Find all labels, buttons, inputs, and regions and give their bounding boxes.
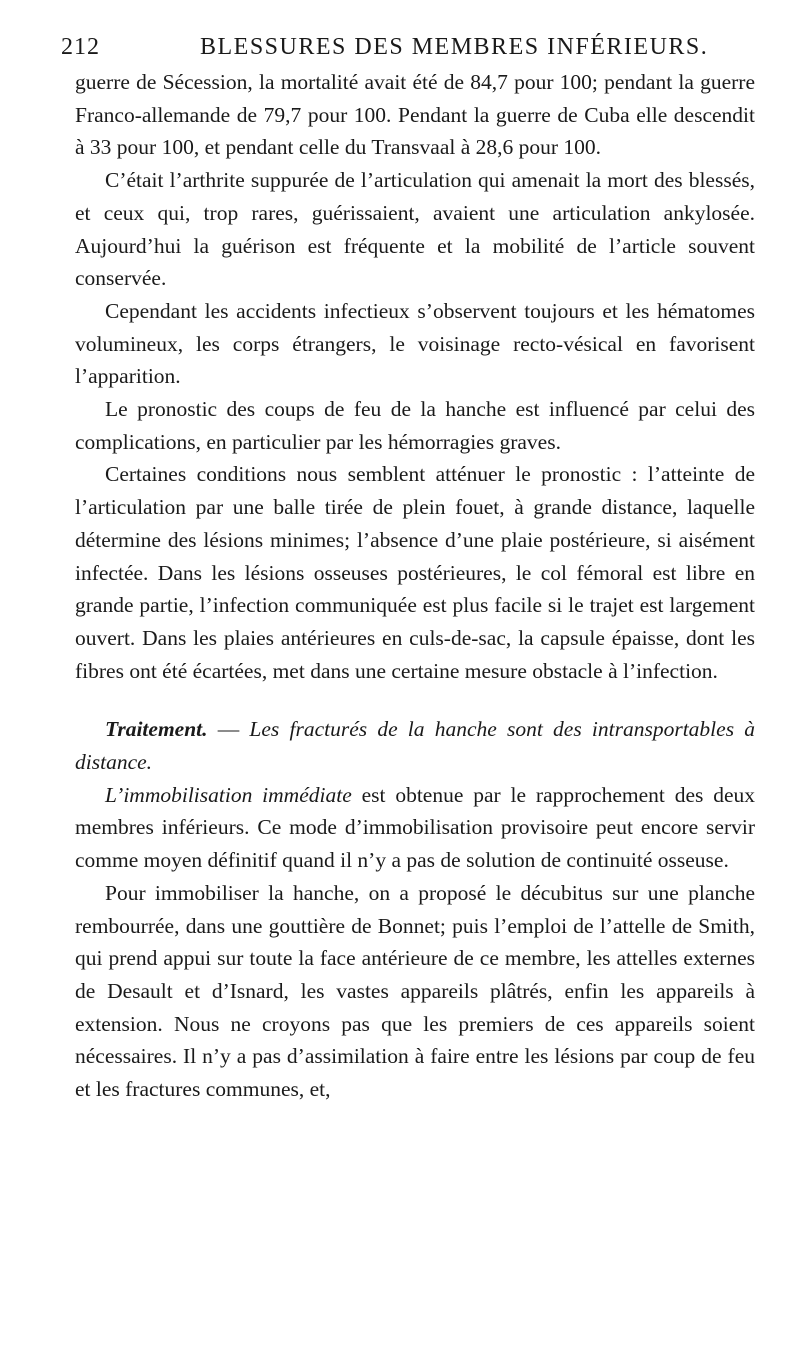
immobilisation-text: est obtenue par le rapprochement des deux membres inférieurs. Ce mode d’immobilisation provisoire peut encore servir comme moyen définitif quand il n’y a pas de solution de continuité osseuse. — [75, 782, 755, 873]
paragraph-immobilisation — [75, 779, 755, 877]
paragraph-arthritis: C’était l’arthrite suppurée de l’articulation qui amenait la mort des blessés, et ceux qui, trop rares, guérissaient, avaient une articulation ankylosée. Aujourd’hui la guérison est fréquente et la mobilité de l’article souvent conservée. — [75, 168, 755, 291]
treatment-heading-line — [75, 713, 755, 778]
running-head-title: BLESSURES DES MEMBRES INFÉRIEURS. — [200, 34, 709, 60]
paragraph-prognosis: Le pronostic des coups de feu de la hanche est influencé par celui des complications, en particulier par les hémorragies graves. — [75, 397, 755, 454]
running-head — [61, 0, 755, 66]
immobilisation-term: L’immobilisation immédiate — [105, 782, 352, 807]
paragraph-appliances: Pour immobiliser la hanche, on a proposé le décubitus sur une planche rembourrée, dans une gouttière de Bonnet; puis l’emploi de l’attelle de Smith, qui prend appui sur toute la face antérieure de ce membre, les attelles externes de Desault et d’Isnard, les vastes appareils plâtrés, enfin les appareils à extension. Nous ne croyons pas que les premiers de ces appareils soient nécessaires. Il n’y a pas d’assimilation à faire entre les lésions par coup de feu et les fractures communes, et, — [75, 880, 755, 1102]
treatment-subheading: Les fracturés de la hanche sont des intransportables à distance. — [75, 717, 756, 775]
page-number: 212 — [61, 34, 100, 60]
treatment-heading: Traitement. — [105, 717, 208, 742]
body-text — [75, 66, 755, 1106]
book-page — [61, 0, 756, 1106]
treatment-dash: — — [207, 717, 250, 742]
paragraph-conditions: Certaines conditions nous semblent atténuer le pronostic : l’atteinte de l’articulation par une balle tirée de plein fouet, à grande distance, laquelle détermine des lésions minimes; l’absence d’une plaie postérieure, si aisément infectée. Dans les lésions osseuses postérieures, le col fémoral est libre en grande partie, l’infection communiquée est plus facile si le trajet est largement ouvert. Dans les plaies antérieures en culs-de-sac, la capsule épaisse, dont les fibres ont été écartées, met dans une certaine mesure obstacle à l’infection. — [75, 462, 755, 683]
section-gap — [75, 687, 755, 713]
paragraph-mortality: guerre de Sécession, la mortalité avait été de 84,7 pour 100; pendant la guerre Franco-allemande de 79,7 pour 100. Pendant la guerre de Cuba elle descendit à 33 pour 100, et pendant celle du Transvaal à 28,6 pour 100. — [75, 70, 755, 160]
paragraph-infectious-accidents: Cependant les accidents infectieux s’observent toujours et les hématomes volumineux, les corps étrangers, le voisinage recto-vésical en favorisent l’apparition. — [75, 298, 755, 389]
